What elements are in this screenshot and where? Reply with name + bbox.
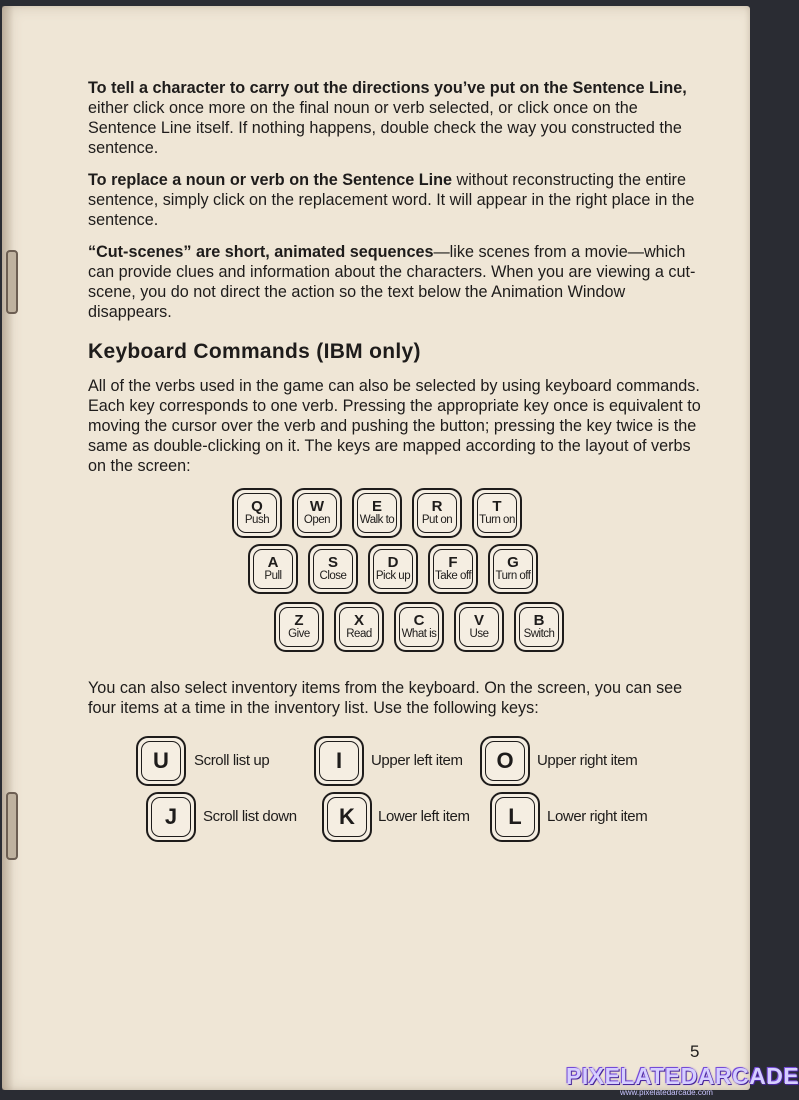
staple-bottom	[6, 792, 18, 860]
key-s: S Close	[308, 544, 358, 594]
key-c: C What is	[394, 602, 444, 652]
key-w: W Open	[292, 488, 342, 538]
key-u: U	[136, 736, 186, 786]
key-r: R Put on	[412, 488, 462, 538]
verb-keyboard-diagram	[88, 488, 704, 638]
paragraph-replace-word: To replace a noun or verb on the Sentence Line without reconstructing the entire sentence, simply click on the replacement word. It will appear in the right place in the sentence.	[88, 171, 695, 229]
key-o: O	[480, 736, 530, 786]
key-k-label: Lower left item	[378, 808, 470, 825]
staple-top	[6, 250, 18, 314]
paragraph-inventory-keys: You can also select inventory items from the keyboard. On the screen, you can see four items at a time in the inventory list. Use the following keys:	[88, 679, 683, 717]
key-z: Z Give	[274, 602, 324, 652]
watermark-url: www.pixelatedarcade.com	[620, 1088, 713, 1097]
key-x: X Read	[334, 602, 384, 652]
key-k: K	[322, 792, 372, 842]
page-spine-shadow	[2, 6, 14, 1090]
paragraph-cut-scenes: “Cut-scenes” are short, animated sequences—like scenes from a movie—which can provide clues and information about the characters. When you are viewing a cut-scene, you do not direct the action so the text below the Animation Window disappears.	[88, 243, 696, 321]
key-l: L	[490, 792, 540, 842]
key-j: J	[146, 792, 196, 842]
key-a: A Pull	[248, 544, 298, 594]
manual-page	[2, 6, 750, 1090]
inventory-keys-diagram	[88, 730, 704, 850]
key-u-label: Scroll list up	[194, 752, 270, 769]
page-number: 5	[690, 1042, 700, 1061]
key-t: T Turn on	[472, 488, 522, 538]
section-heading-keyboard-commands: Keyboard Commands (IBM only)	[88, 340, 421, 363]
key-i: I	[314, 736, 364, 786]
key-o-label: Upper right item	[537, 752, 638, 769]
key-f: F Take off	[428, 544, 478, 594]
key-g: G Turn off	[488, 544, 538, 594]
key-q: Q Push	[232, 488, 282, 538]
key-l-label: Lower right item	[547, 808, 648, 825]
paragraph-keyboard-commands: All of the verbs used in the game can also be selected by using keyboard commands. Each key corresponds to one verb. Pressing the appropriate key once is equivalent to moving the cursor over the verb and pushing the button; pressing the key twice is the same as double-clicking on it. The keys are mapped according to the layout of verbs on the screen:	[88, 377, 701, 475]
key-j-label: Scroll list down	[203, 808, 297, 825]
watermark-logo: PIXELATEDARCADE	[566, 1063, 799, 1089]
page-content	[88, 78, 704, 850]
key-e: E Walk to	[352, 488, 402, 538]
paragraph-carry-out: To tell a character to carry out the directions you’ve put on the Sentence Line, either click once more on the final noun or verb selected, or click once on the Sentence Line itself. If nothing happens, double check the way you constructed the sentence.	[88, 79, 687, 157]
key-i-label: Upper left item	[371, 752, 463, 769]
key-v: V Use	[454, 602, 504, 652]
key-b: B Switch	[514, 602, 564, 652]
key-d: D Pick up	[368, 544, 418, 594]
